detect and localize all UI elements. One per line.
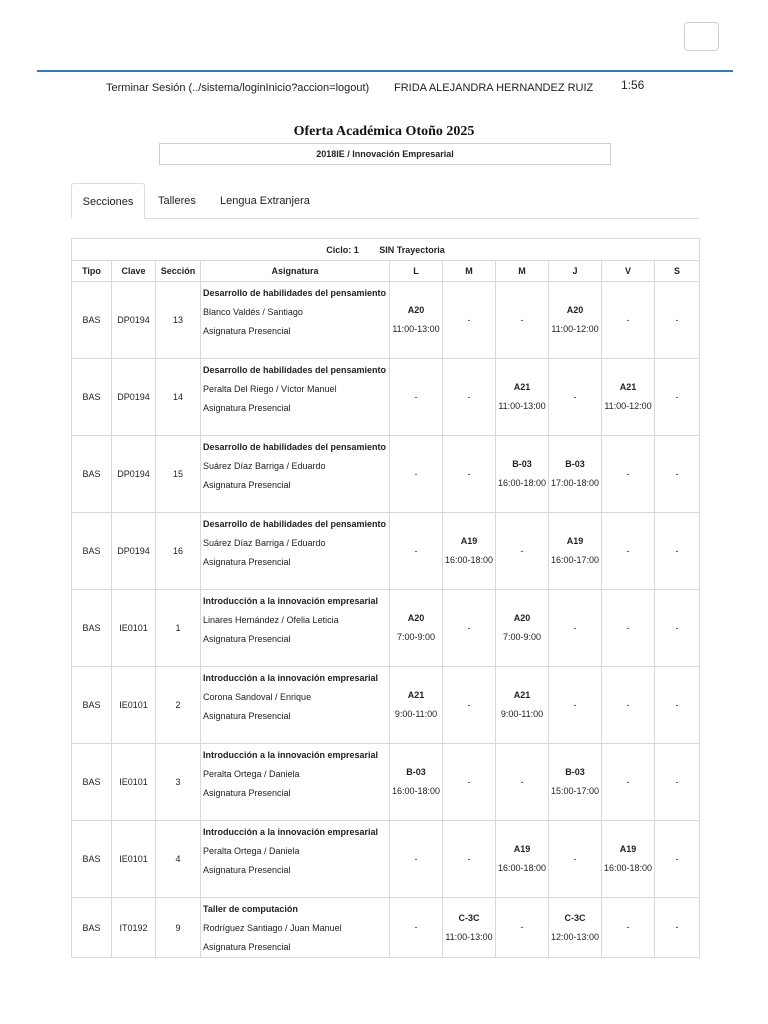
schedule-cell-lunes: - [390,821,443,898]
cell-tipo: BAS [72,744,112,821]
course-teacher: Peralta Del Riego / Víctor Manuel [203,384,337,394]
class-time: 16:00-17:00 [550,555,600,565]
table-row [72,513,700,590]
schedule-cell-lunes [390,282,443,359]
course-teacher: Peralta Ortega / Daniela [203,846,300,856]
classroom: B-03 [565,459,585,469]
course-teacher: Blanco Valdés / Santiago [203,307,303,317]
classroom: A20 [407,305,425,315]
schedule-cell-viernes: - [602,898,655,958]
class-time: 9:00-11:00 [500,709,544,719]
course-mode: Asignatura Presencial [203,403,291,413]
cell-clave: IE0101 [112,667,156,744]
schedule-cell-sabado: - [655,436,700,513]
class-time: 16:00-18:00 [497,863,547,873]
schedule-cell-lunes: - [390,898,443,958]
schedule-cell-miercoles [496,821,549,898]
cell-clave: IE0101 [112,744,156,821]
classroom: A19 [460,536,478,546]
program-label: 2018IE / Innovación Empresarial [159,143,611,165]
schedule-cell-viernes: - [602,436,655,513]
class-time: 7:00-9:00 [396,632,436,642]
trajectory-label: SIN Trayectoria [379,244,445,255]
schedule-cell-miercoles [496,590,549,667]
cell-clave: DP0194 [112,513,156,590]
classroom: A19 [566,536,584,546]
schedule-cell-lunes: - [390,513,443,590]
table-row [72,821,700,898]
col-header-jueves: J [549,261,602,282]
schedule-cell-lunes: - [390,436,443,513]
col-header-viernes: V [602,261,655,282]
cell-asignatura [201,359,390,436]
classroom: A21 [513,382,531,392]
schedule-cell-miercoles: - [496,282,549,359]
course-teacher: Rodríguez Santiago / Juan Manuel [203,923,342,933]
cell-tipo: BAS [72,590,112,667]
class-time: 11:00-13:00 [392,324,440,334]
classroom: A21 [513,690,531,700]
schedule-cell-sabado: - [655,898,700,958]
class-time: 16:00-18:00 [444,555,494,565]
cell-clave: IE0101 [112,821,156,898]
schedule-cell-lunes [390,744,443,821]
col-header-seccion: Sección [156,261,201,282]
schedule-cell-martes [443,898,496,958]
course-mode: Asignatura Presencial [203,788,291,798]
schedule-cell-sabado: - [655,667,700,744]
cell-seccion: 1 [156,590,201,667]
schedule-cell-viernes: - [602,744,655,821]
cell-clave: DP0194 [112,282,156,359]
schedule-cell-jueves [549,436,602,513]
cell-tipo: BAS [72,282,112,359]
class-time: 11:00-13:00 [498,401,546,411]
course-teacher: Suárez Díaz Barriga / Eduardo [203,538,326,548]
cell-tipo: BAS [72,898,112,958]
schedule-cell-sabado: - [655,821,700,898]
course-mode: Asignatura Presencial [203,557,291,567]
table-row [72,282,700,359]
col-header-miercoles: M [496,261,549,282]
cell-asignatura [201,513,390,590]
course-name: Desarrollo de habilidades del pensamiento [203,288,387,298]
class-time: 17:00-18:00 [550,478,600,488]
cell-tipo: BAS [72,513,112,590]
cell-tipo: BAS [72,667,112,744]
classroom: A20 [566,305,584,315]
course-mode: Asignatura Presencial [203,711,291,721]
cycle-header [72,239,700,261]
schedule-cell-martes: - [443,744,496,821]
course-mode: Asignatura Presencial [203,326,291,336]
col-header-asignatura: Asignatura [201,261,390,282]
session-bar [0,76,768,100]
col-header-clave: Clave [112,261,156,282]
table-row [72,590,700,667]
classroom: A19 [619,844,637,854]
table-row [72,667,700,744]
cell-asignatura [201,898,390,958]
sections-table [71,238,700,958]
class-time: 9:00-11:00 [394,709,438,719]
schedule-cell-miercoles [496,667,549,744]
classroom: B-03 [565,767,585,777]
class-time: 16:00-18:00 [603,863,653,873]
cell-tipo: BAS [72,821,112,898]
cell-asignatura [201,436,390,513]
col-header-martes: M [443,261,496,282]
course-teacher: Suárez Díaz Barriga / Eduardo [203,461,326,471]
course-teacher: Corona Sandoval / Enrique [203,692,312,702]
classroom: A20 [513,613,531,623]
schedule-cell-jueves: - [549,821,602,898]
tab-talleres[interactable]: Talleres [158,195,196,207]
table-row [72,436,700,513]
page-title: Oferta Académica Otoño 2025 [293,124,475,139]
schedule-cell-jueves [549,744,602,821]
schedule-cell-viernes [602,359,655,436]
course-name: Desarrollo de habilidades del pensamiento [203,519,387,529]
session-timer: 1:56 [621,78,645,92]
class-time: 16:00-18:00 [391,786,441,796]
cell-seccion: 9 [156,898,201,958]
course-mode: Asignatura Presencial [203,865,291,875]
classroom: A21 [619,382,637,392]
menu-toggle-button[interactable] [684,22,719,51]
cell-seccion: 2 [156,667,201,744]
schedule-cell-martes: - [443,436,496,513]
schedule-cell-martes: - [443,359,496,436]
schedule-cell-jueves: - [549,359,602,436]
course-name: Taller de computación [203,904,298,914]
tab-bar [71,183,699,219]
table-row [72,359,700,436]
table-row [72,744,700,821]
logout-link[interactable]: Terminar Sesión (../sistema/loginInicio?accion=logout) [106,82,370,94]
schedule-cell-miercoles [496,359,549,436]
cell-seccion: 3 [156,744,201,821]
schedule-cell-viernes: - [602,667,655,744]
schedule-cell-sabado: - [655,359,700,436]
cell-seccion: 14 [156,359,201,436]
cell-seccion: 13 [156,282,201,359]
course-mode: Asignatura Presencial [203,634,291,644]
cell-seccion: 15 [156,436,201,513]
classroom: C-3C [458,912,480,923]
course-name: Introducción a la innovación empresarial [203,750,379,760]
course-teacher: Peralta Ortega / Daniela [203,769,300,779]
cell-clave: IT0192 [112,898,156,958]
schedule-cell-jueves: - [549,667,602,744]
schedule-cell-martes [443,513,496,590]
schedule-cell-sabado: - [655,513,700,590]
course-mode: Asignatura Presencial [203,942,291,952]
cell-clave: DP0194 [112,436,156,513]
schedule-cell-jueves [549,282,602,359]
course-name: Introducción a la innovación empresarial [203,827,379,837]
schedule-cell-martes: - [443,821,496,898]
schedule-cell-lunes: - [390,359,443,436]
cycle-label: Ciclo: 1 [326,244,359,255]
course-name: Introducción a la innovación empresarial [203,673,379,683]
cell-asignatura [201,590,390,667]
cell-tipo: BAS [72,436,112,513]
schedule-cell-sabado: - [655,744,700,821]
schedule-cell-miercoles: - [496,898,549,958]
schedule-cell-jueves [549,898,602,958]
col-header-tipo: Tipo [72,261,112,282]
header-divider [37,70,733,72]
course-name: Introducción a la innovación empresarial [203,596,379,606]
cell-seccion: 4 [156,821,201,898]
cell-asignatura [201,282,390,359]
schedule-cell-lunes [390,590,443,667]
course-name: Desarrollo de habilidades del pensamiento [203,365,387,375]
cell-asignatura [201,667,390,744]
cell-seccion: 16 [156,513,201,590]
classroom: B-03 [512,459,532,469]
class-time: 16:00-18:00 [497,478,547,488]
cell-asignatura [201,744,390,821]
schedule-cell-viernes: - [602,590,655,667]
course-teacher: Linares Hernández / Ofelia Leticia [203,615,339,625]
schedule-cell-sabado: - [655,590,700,667]
class-time: 7:00-9:00 [502,632,542,642]
schedule-cell-martes: - [443,282,496,359]
cell-clave: DP0194 [112,359,156,436]
schedule-cell-miercoles: - [496,513,549,590]
schedule-cell-jueves: - [549,590,602,667]
course-name: Desarrollo de habilidades del pensamiento [203,442,387,452]
cell-clave: IE0101 [112,590,156,667]
class-time: 15:00-17:00 [550,786,600,796]
schedule-cell-miercoles [496,436,549,513]
schedule-cell-lunes [390,667,443,744]
user-name: FRIDA ALEJANDRA HERNANDEZ RUIZ [394,82,594,94]
classroom: C-3C [564,912,586,923]
schedule-cell-jueves [549,513,602,590]
table-row [72,898,700,958]
schedule-cell-miercoles: - [496,744,549,821]
schedule-cell-viernes [602,821,655,898]
classroom: A19 [513,844,531,854]
schedule-cell-viernes: - [602,282,655,359]
schedule-cell-sabado: - [655,282,700,359]
classroom: A21 [407,690,425,700]
tab-lengua-extranjera[interactable]: Lengua Extranjera [220,195,310,207]
class-time: 11:00-12:00 [551,324,599,334]
cell-tipo: BAS [72,359,112,436]
class-time: 11:00-13:00 [445,931,493,942]
class-time: 12:00-13:00 [550,931,600,942]
col-header-sabado: S [655,261,700,282]
schedule-cell-viernes: - [602,513,655,590]
class-time: 11:00-12:00 [604,401,652,411]
tab-secciones[interactable]: Secciones [71,183,145,219]
cell-asignatura [201,821,390,898]
schedule-cell-martes: - [443,667,496,744]
classroom: A20 [407,613,425,623]
col-header-lunes: L [390,261,443,282]
schedule-cell-martes: - [443,590,496,667]
classroom: B-03 [406,767,426,777]
course-mode: Asignatura Presencial [203,480,291,490]
